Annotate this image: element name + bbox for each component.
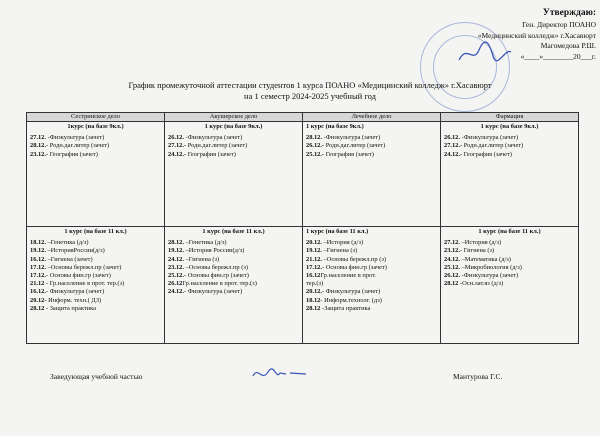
exam-date: 19.12.: [30, 247, 46, 255]
approval-line-3: Магомедова Р.Ш.: [540, 41, 596, 50]
exam-entry: [30, 272, 161, 280]
approval-line-4: «____»________20___г.: [520, 51, 596, 61]
footer-name: Мантурова Г.С.: [453, 372, 503, 381]
exam-date: 27.12.: [30, 134, 46, 142]
exam-entry: [30, 142, 161, 150]
exam-subject: -Физкультура (зачет): [459, 134, 519, 142]
exam-date: 24.12.: [444, 255, 460, 263]
table-row: [27, 227, 579, 344]
exam-subject: -Физкультура (зачет): [459, 272, 519, 280]
cell-course-header: 1 курс (на базе 11 кл.): [306, 228, 369, 235]
exam-entry: [444, 256, 575, 264]
exam-entry: [168, 142, 299, 150]
exam-date: 17.12.: [30, 272, 46, 280]
table-cell: [27, 122, 165, 227]
column-header: Фармация: [441, 113, 579, 122]
table-cell: [303, 227, 441, 344]
exam-subject: -Физкультура (зачет): [183, 134, 243, 142]
exam-date: 20.12.: [306, 239, 322, 247]
exam-entry: [306, 297, 437, 305]
exam-subject: - Основы фин.гр (зачет): [321, 263, 387, 271]
approval-heading: Утверждаю:: [542, 8, 596, 18]
exam-date: 26.12.: [444, 272, 460, 280]
table-cell: [441, 227, 579, 344]
exam-date: 19.12.: [306, 247, 322, 255]
exam-subject: - Гигиена (з): [459, 247, 495, 255]
exam-subject: География (зачет): [48, 150, 98, 158]
exam-date: 18.12.: [30, 239, 46, 247]
head-signature-icon: [250, 362, 310, 386]
exam-date: 17.12.: [30, 263, 46, 271]
exam-date: 23.12.: [168, 263, 184, 271]
exam-subject: - Физкультура (зачет): [45, 288, 105, 296]
exam-subject: –История России(д/з): [183, 247, 245, 255]
exam-subject: –Микробиология (д/з): [459, 263, 522, 271]
exam-entry: [168, 272, 299, 280]
cell-course-header: 1 курс (на базе 11 кл.): [64, 228, 127, 235]
table-row: [27, 122, 579, 227]
exam-date: 27.12.: [444, 239, 460, 247]
exam-subject: Родн.даг.литер (зачет): [462, 142, 524, 150]
exam-date: 28.12.: [306, 134, 322, 142]
exam-subject: - Основы фин.гр (зачет): [45, 272, 111, 280]
exam-subject: Родн.даг.литер (зачет): [48, 142, 110, 150]
exam-subject: - Информ.технолг. (дз): [320, 296, 382, 304]
exam-date: 27.12.-: [444, 142, 463, 150]
exam-date: 28.12: [444, 280, 459, 288]
exam-date: 20.12.: [306, 288, 322, 296]
exam-entry: [168, 247, 299, 255]
exam-subject: География (зачет): [462, 150, 512, 158]
exam-entry: [306, 264, 437, 272]
exam-subject: География (зачет): [186, 150, 236, 158]
approval-line-2: «Медицинский колледж» г.Хасавюрт: [477, 30, 596, 40]
exam-subject: –Основы бережл.пр (з): [321, 255, 386, 263]
exam-subject: тер.(з): [306, 280, 324, 288]
exam-date: 16.12.: [30, 255, 46, 263]
exam-entry: [444, 247, 575, 255]
exam-date: 28.12.-: [30, 142, 49, 150]
exam-date: 27.12.-: [168, 142, 187, 150]
cell-course-header: 1 курс (на базе 9кл.): [306, 123, 364, 130]
exam-subject: Гр.население в прот.: [320, 272, 377, 280]
exam-entry: [30, 239, 161, 247]
exam-subject: -Физкультура (зачет): [45, 134, 105, 142]
title-line-2: на 1 семестр 2024-2025 учебный год: [244, 91, 376, 101]
exam-subject: –Гигиена (з): [321, 247, 358, 255]
exam-entry: [30, 297, 161, 305]
exam-date: 18.12: [306, 296, 321, 304]
exam-entry: [168, 239, 299, 247]
exam-subject: Гр.население в прот. тер.(з): [182, 280, 257, 288]
exam-subject: –Гигиена (зачет): [45, 255, 93, 263]
table-cell: [165, 122, 303, 227]
exam-date: 23.12.: [444, 247, 460, 255]
table-cell: [303, 122, 441, 227]
exam-subject: -Физкультура (зачет): [321, 134, 381, 142]
exam-entry: [30, 134, 161, 142]
exam-date: 25.12.: [444, 263, 460, 271]
cell-course-header: 1 курс (на базе 9кл.): [204, 123, 263, 130]
exam-entry: [306, 280, 437, 288]
exam-date: 28.12: [30, 304, 45, 312]
exam-date: 24.12.: [168, 288, 184, 296]
exam-date: 26.12.-: [306, 142, 325, 150]
exam-entry: [30, 288, 161, 296]
table-cell: [165, 227, 303, 344]
exam-date: 21.12: [30, 280, 45, 288]
document-title: [90, 80, 530, 102]
exam-entry: [306, 134, 437, 142]
exam-entry: [30, 151, 161, 159]
approval-line-1: Ген. Директор ПОАНО: [522, 20, 596, 29]
table-cell: [441, 122, 579, 227]
exam-entry: [306, 142, 437, 150]
exam-subject: Родн.даг.литер (зачет): [186, 142, 248, 150]
exam-entry: [306, 247, 437, 255]
column-header: Акушерское дело: [165, 113, 303, 122]
exam-subject: –История (д/з): [321, 239, 364, 247]
exam-date: 17.12.: [306, 263, 322, 271]
approval-block: [476, 6, 596, 62]
exam-date: 25.12.: [168, 272, 184, 280]
exam-subject: –Основы бережл.пр (зачет): [45, 263, 122, 271]
exam-date: 23.12.-: [30, 150, 49, 158]
cell-course-header: 1 курс (на базе 11 кл.): [202, 228, 265, 235]
column-header: Лечебное дело: [303, 113, 441, 122]
title-line-1: График промежуточной аттестации студентов 1 курса ПОАНО «Медицинский колледж» г.Хасавюрт: [128, 80, 492, 90]
exam-date: 20.12-: [30, 296, 47, 304]
cell-course-header: 1курс (на базе 9кл.): [67, 123, 124, 130]
exam-date: 26.12.: [168, 134, 184, 142]
exam-entry: [306, 288, 437, 296]
exam-date: 28.12: [306, 304, 321, 312]
exam-subject: -Осн.лат.яз (д/з): [458, 280, 504, 288]
exam-entry: [444, 239, 575, 247]
exam-entry: [306, 272, 437, 280]
exam-subject: - Защита практика: [44, 304, 96, 312]
exam-subject: –Генетика (д/з): [45, 239, 89, 247]
exam-subject: –ИсторияРоссии(д/з): [45, 247, 105, 255]
exam-date: 19.12.: [168, 247, 184, 255]
exam-entry: [168, 134, 299, 142]
cell-course-header: 1 курс (на базе 9кл.): [480, 123, 539, 130]
table-cell: [27, 227, 165, 344]
exam-date: 24.12.-: [444, 150, 463, 158]
exam-date: 21.12.: [306, 255, 322, 263]
exam-date: 16.12: [306, 272, 321, 280]
exam-subject: Информ. техн.( ДЗ): [46, 296, 102, 304]
table-header-row: [27, 113, 579, 122]
exam-entry: [306, 256, 437, 264]
exam-date: 16.12.: [30, 288, 46, 296]
exam-date: 26.12: [168, 280, 183, 288]
exam-entry: [168, 256, 299, 264]
exam-entry: [168, 288, 299, 296]
exam-entry: [306, 305, 437, 313]
exam-entry: [444, 280, 575, 288]
schedule-table: [26, 112, 579, 344]
exam-date: 24.12.-: [168, 150, 187, 158]
exam-subject: География (зачет): [324, 150, 374, 158]
exam-subject: - Гр.население в прот. тер.(з): [44, 280, 125, 288]
exam-entry: [30, 264, 161, 272]
exam-subject: - Физкультура (зачет): [183, 288, 243, 296]
exam-date: 26.12.: [444, 134, 460, 142]
exam-entry: [444, 134, 575, 142]
exam-date: 24.12.: [168, 255, 184, 263]
exam-entry: [444, 151, 575, 159]
exam-entry: [168, 280, 299, 288]
exam-subject: Родн.даг.литер (зачет): [324, 142, 386, 150]
footer-position: Заведующая учебной частью: [50, 372, 143, 381]
exam-entry: [30, 280, 161, 288]
exam-entry: [306, 151, 437, 159]
exam-subject: –Генетика (д/з): [183, 239, 227, 247]
exam-date: 25.12.-: [306, 150, 325, 158]
exam-subject: –История (д/з): [459, 239, 502, 247]
exam-subject: –Математика (д/з): [459, 255, 511, 263]
exam-entry: [444, 264, 575, 272]
column-header: Сестринское дело: [27, 113, 165, 122]
exam-entry: [30, 256, 161, 264]
exam-date: 28.12.: [168, 239, 184, 247]
exam-subject: - Основы фин.гр (зачет): [183, 272, 249, 280]
exam-entry: [444, 272, 575, 280]
exam-entry: [30, 247, 161, 255]
exam-subject: - Физкультура (зачет): [321, 288, 381, 296]
exam-subject: –Основы бережл.пр (з): [183, 263, 248, 271]
exam-entry: [444, 142, 575, 150]
exam-subject: –Гигиена (з): [183, 255, 220, 263]
exam-entry: [168, 151, 299, 159]
cell-course-header: 1 курс (на базе 11 кл.): [478, 228, 541, 235]
exam-subject: -Защита практика: [320, 304, 371, 312]
exam-entry: [306, 239, 437, 247]
exam-entry: [168, 264, 299, 272]
exam-entry: [30, 305, 161, 313]
